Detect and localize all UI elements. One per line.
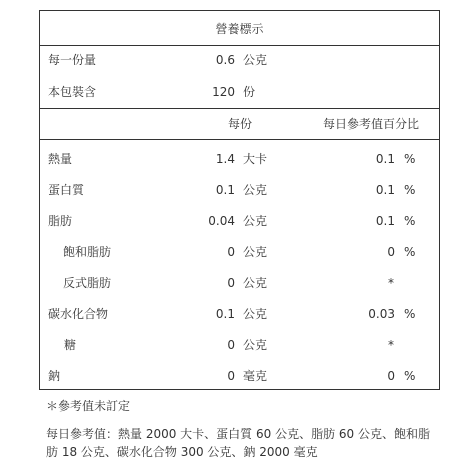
nutrient-value: 0.1	[215, 307, 235, 321]
label-title: 營養標示	[215, 22, 264, 36]
divider	[40, 45, 439, 46]
nutrient-unit: 公克	[243, 214, 268, 228]
nutrient-unit: 大卡	[243, 152, 268, 166]
nutrient-unit: 公克	[243, 307, 268, 321]
footnote: ＊參考值未訂定	[46, 399, 131, 413]
nutrient-value: 0	[227, 245, 235, 259]
divider	[40, 139, 439, 140]
nutrient-daily-value: *	[388, 338, 394, 352]
nutrient-unit: 公克	[243, 338, 268, 352]
nutrient-value: 1.4	[215, 152, 235, 166]
nutrient-name: 碳水化合物	[48, 307, 109, 321]
nutrient-name: 脂肪	[48, 214, 73, 228]
nutrient-daily-value: 0.1	[375, 183, 395, 197]
nutrient-name: 反式脂肪	[63, 276, 112, 290]
nutrient-name: 糖	[64, 338, 77, 352]
divider	[40, 108, 439, 109]
nutrient-name: 飽和脂肪	[63, 245, 112, 259]
servings-per-package-value: 120	[212, 85, 235, 99]
nutrient-daily-value: 0.03	[368, 307, 395, 321]
nutrient-value: 0	[227, 276, 235, 290]
nutrient-value: 0	[227, 369, 235, 383]
nutrient-daily-value: 0	[387, 369, 395, 383]
nutrient-name: 蛋白質	[48, 183, 85, 197]
nutrient-unit: 公克	[243, 183, 268, 197]
nutrient-daily-value-unit: %	[404, 214, 416, 228]
nutrient-daily-value: 0.1	[375, 214, 395, 228]
daily-value-header: 每日參考值百分比	[323, 117, 420, 131]
reference-note-line-1: 每日參考值：熱量 2000 大卡、蛋白質 60 公克、脂肪 60 公克、飽和脂	[46, 427, 430, 441]
nutrient-daily-value-unit: %	[404, 369, 416, 383]
nutrient-daily-value-unit: %	[404, 183, 416, 197]
per-serving-header: 每份	[228, 117, 253, 131]
nutrient-value: 0.04	[208, 214, 235, 228]
serving-size-label: 每一份量	[48, 53, 97, 67]
nutrient-value: 0.1	[215, 183, 235, 197]
nutrient-unit: 公克	[243, 276, 268, 290]
nutrient-daily-value-unit: %	[404, 152, 416, 166]
nutrient-name: 鈉	[48, 369, 61, 383]
nutrient-unit: 毫克	[243, 369, 268, 383]
nutrient-name: 熱量	[48, 152, 73, 166]
serving-size-value: 0.6	[215, 53, 235, 67]
nutrient-daily-value-unit: %	[404, 245, 416, 259]
reference-note-line-2: 肪 18 公克、碳水化合物 300 公克、鈉 2000 毫克	[46, 445, 318, 459]
serving-size-unit: 公克	[243, 53, 268, 67]
nutrient-daily-value: 0	[387, 245, 395, 259]
servings-per-package-unit: 份	[243, 85, 256, 99]
nutrition-label	[39, 10, 440, 390]
nutrient-unit: 公克	[243, 245, 268, 259]
nutrient-daily-value-unit: %	[404, 307, 416, 321]
servings-per-package-label: 本包裝含	[48, 85, 97, 99]
nutrient-value: 0	[227, 338, 235, 352]
nutrient-daily-value: 0.1	[375, 152, 395, 166]
nutrient-daily-value: *	[388, 276, 394, 290]
